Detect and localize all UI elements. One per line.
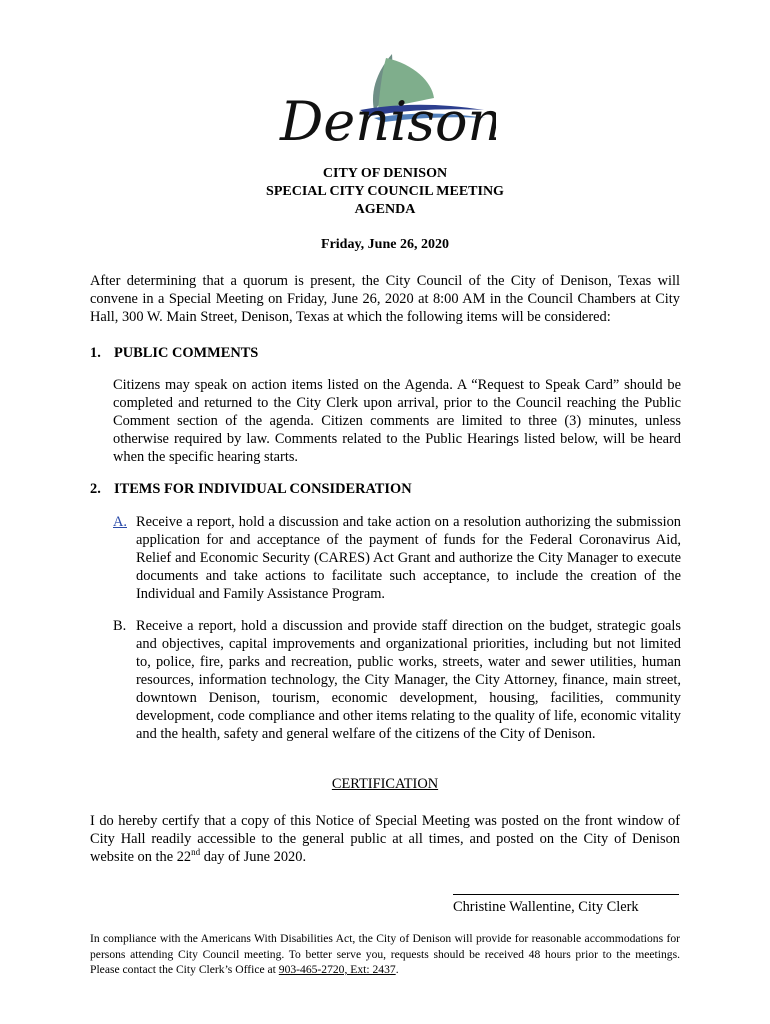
certification-text-end: day of June 2020. [200, 849, 307, 865]
header-city: CITY OF DENISON [322, 166, 448, 181]
sailboat-logo-icon [274, 48, 496, 152]
agenda-item-b-text: Receive a report, hold a discussion and provide staff direction on the budget, strategic goals and objectives, capital improvements and organizational priorities, including but not limited to, police, fire, parks and recreation, public works, streets, water and sewer utilities, human resources, information technology, the City Manager, the City Attorney, finance, main street, downtown Denison, tourism, economic development, housing, facilities, community development, code compliance and other items relating to the quality of life, economic vitality and the health, safety and general welfare of the citizens of the City of Denison. [136, 618, 681, 742]
clerk-phone-link[interactable]: 903-465-2720, Ext: 2437 [278, 963, 396, 976]
section-2-title: ITEMS FOR INDIVIDUAL CONSIDERATION [114, 481, 412, 497]
header-meeting: SPECIAL CITY COUNCIL MEETING [266, 184, 504, 199]
section-1-title: PUBLIC COMMENTS [114, 345, 259, 361]
meeting-date: Friday, June 26, 2020 [321, 237, 449, 252]
ada-footer-end: . [395, 963, 399, 976]
certification-heading-wrap [0, 775, 770, 793]
agenda-item-a-link[interactable]: A. [113, 514, 127, 530]
agenda-item-b [113, 617, 681, 743]
signature-name: Christine Wallentine, City Clerk [453, 899, 639, 915]
signature-line [453, 894, 679, 895]
ada-footer-text: In compliance with the Americans With Disabilities Act, the City of Denison will provide for reasonable accommodations for persons attending City Council meeting. To better serve you, requests should be received 48 hours prior to the meetings. Please contact the City Clerk’s Office at [90, 932, 680, 976]
agenda-item-a-text: Receive a report, hold a discussion and take action on a resolution authorizing the submission application for and acceptance of the payment of funds for the Federal Coronavirus Aid, Relief and Economic Security (CARES) Act Grant and authorize the City Manager to execute documents and take actions to facilitate such acceptance, to include the creation of the Individual and Family Assistance Program. [136, 514, 681, 602]
certification-text: I do hereby certify that a copy of this Notice of Special Meeting was posted on the front window of City Hall readily accessible to the general public at all times, and posted on the City of Denison website on the 22 [90, 813, 680, 865]
certification-heading: CERTIFICATION [331, 776, 439, 792]
intro-paragraph: After determining that a quorum is present, the City Council of the City of Denison, Texas will convene in a Special Meeting on Friday, June 26, 2020 at 8:00 AM in the Council Chambers at City Hall, 300 W. Main Street, Denison, Texas at which the following items will be considered: [90, 273, 680, 325]
agenda-item-a [113, 513, 681, 603]
section-2-number: 2. [90, 481, 101, 497]
header-agenda: AGENDA [354, 202, 416, 217]
denison-logo [274, 48, 496, 152]
ada-footer [90, 931, 680, 978]
certification-body [90, 812, 680, 866]
certification-superscript: nd [191, 847, 201, 858]
public-comments-paragraph: Citizens may speak on action items listed on the Agenda. A “Request to Speak Card” should be completed and returned to the City Clerk upon arrival, prior to the Council reaching the Public Comment section of the agenda. Citizen comments are limited to three (3) minutes, unless otherwise required by law. Comments related to the Public Hearings listed below, will be heard when the specific hearing starts. [113, 377, 681, 465]
agenda-item-b-letter: B. [113, 618, 127, 634]
section-1-heading [90, 344, 258, 362]
section-1-number: 1. [90, 345, 101, 361]
logo-wordmark: Denison [280, 90, 496, 152]
section-2-heading [90, 480, 412, 498]
